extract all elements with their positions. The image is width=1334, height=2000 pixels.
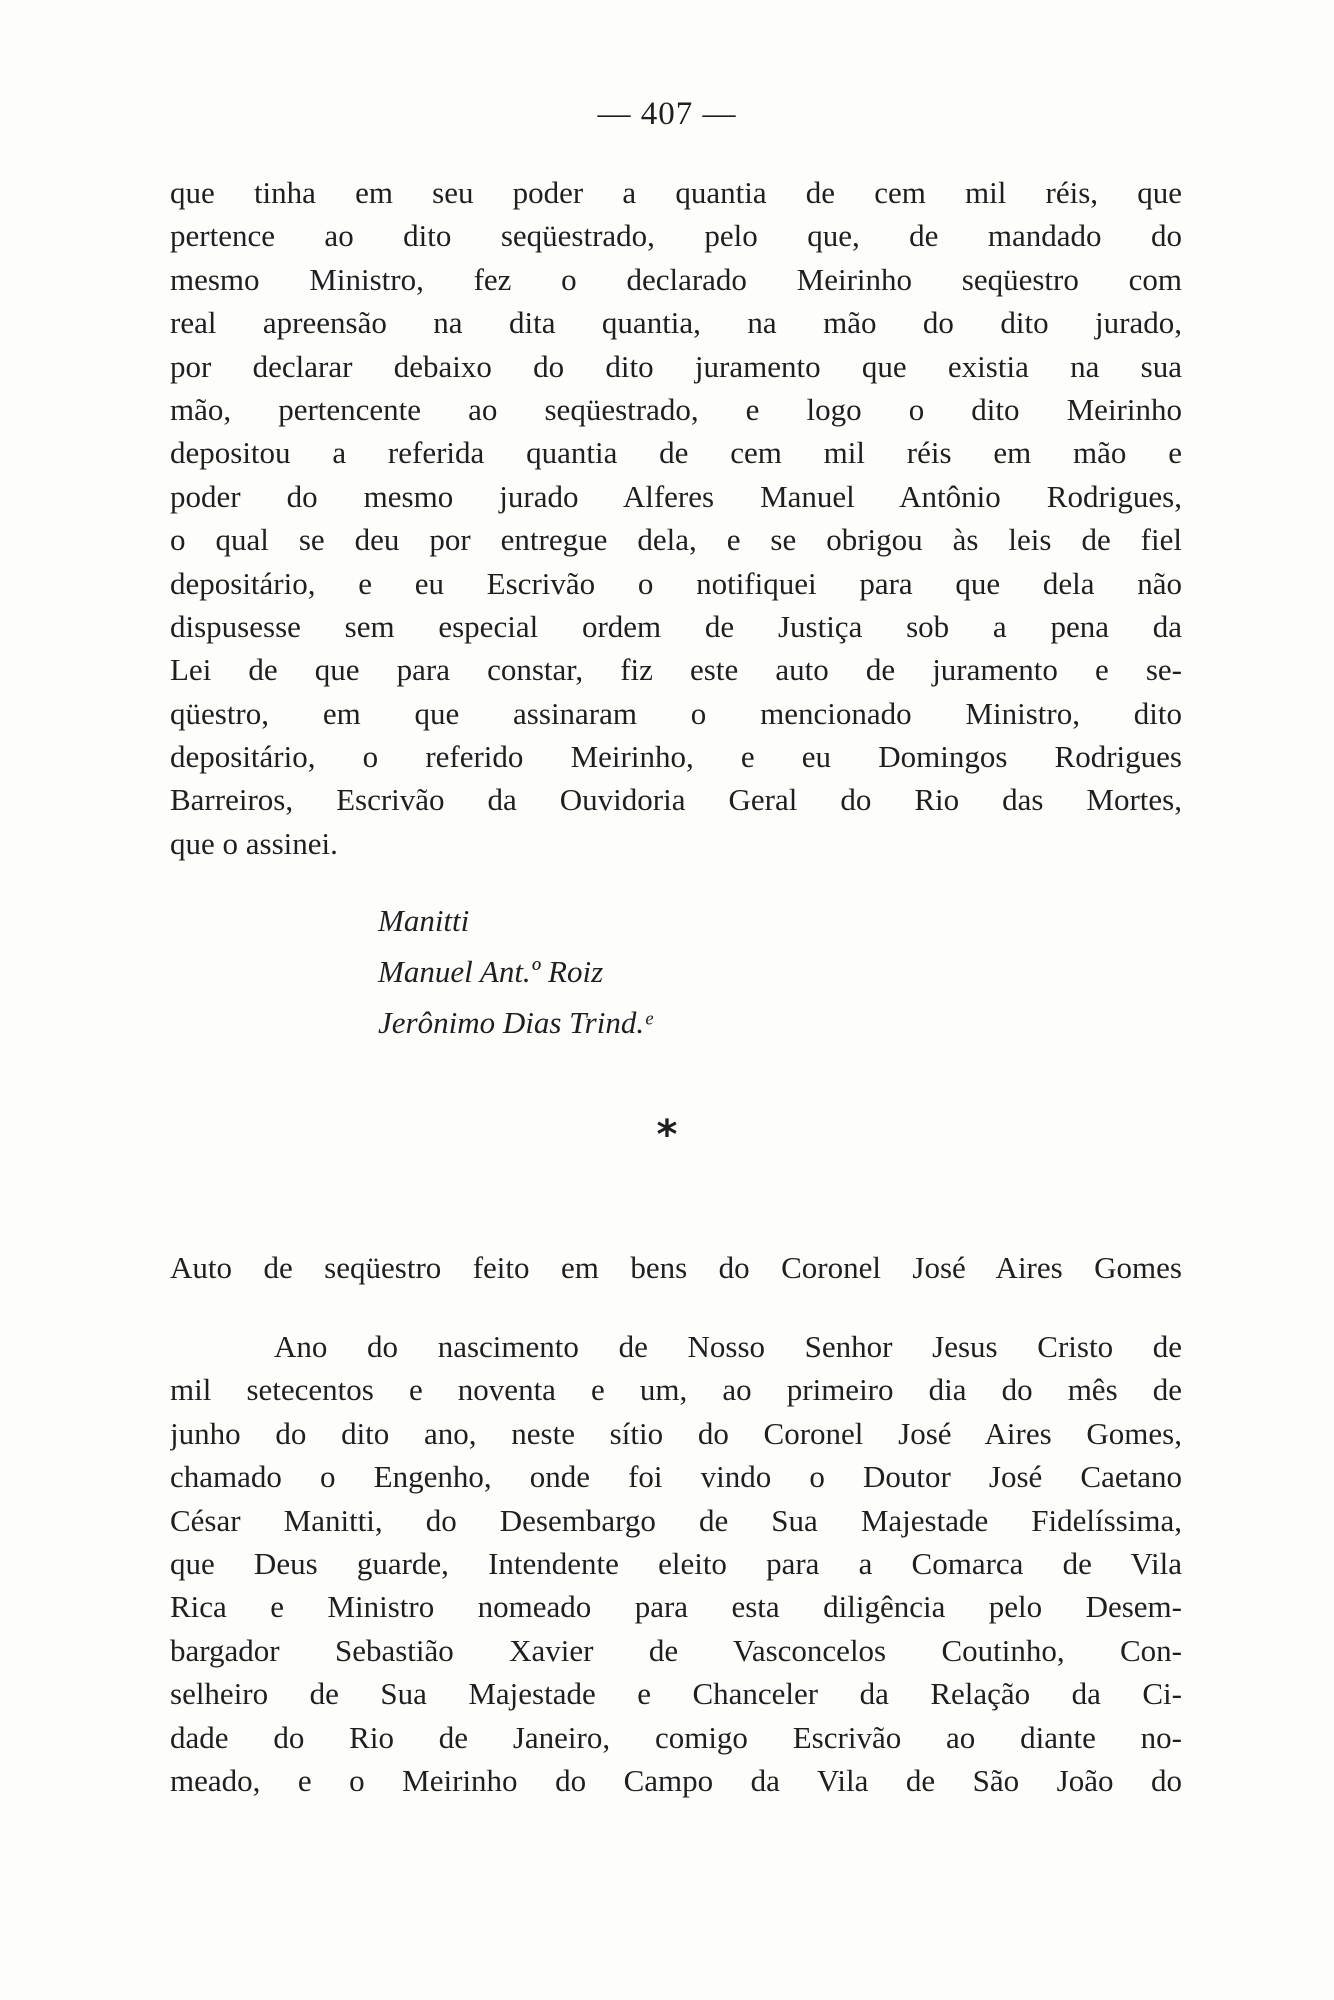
section-heading: Auto de seqüestro feito em bens do Coronel José Aires Gomes [170, 1250, 1182, 1285]
text-line: mão, pertencente ao seqüestrado, e logo o dito Meirinho [170, 391, 1182, 427]
text-line: meado, e o Meirinho do Campo da Vila de São João do [170, 1762, 1182, 1798]
signatures [378, 895, 652, 1048]
text-line: junho do dito ano, neste sítio do Coronel José Aires Gomes, [170, 1415, 1182, 1451]
text-line: que tinha em seu poder a quantia de cem mil réis, que [170, 175, 1182, 210]
signature-name: Jerônimo Dias Trind.ᵉ [378, 1005, 653, 1040]
text-line: qüestro, em que assinaram o mencionado Ministro, dito [170, 695, 1182, 731]
section-separator: * [656, 1112, 678, 1158]
text-line: depositário, e eu Escrivão o notifiquei para que dela não [170, 565, 1182, 601]
text-line: Lei de que para constar, fiz este auto de juramento e se- [170, 652, 1182, 688]
text-line: mesmo Ministro, fez o declarado Meirinho seqüestro com [170, 261, 1182, 297]
text-line: Ano do nascimento de Nosso Senhor Jesus Cristo de [274, 1329, 1182, 1364]
text-line: dade do Rio de Janeiro, comigo Escrivão ao diante no- [170, 1719, 1182, 1755]
text-line: real apreensão na dita quantia, na mão do dito jurado, [170, 305, 1182, 341]
signature-name: Manitti [378, 903, 470, 938]
text-line: que o assinei. [170, 825, 338, 861]
text-line: Rica e Ministro nomeado para esta diligência pelo Desem- [170, 1589, 1182, 1625]
text-line: depositou a referida quantia de cem mil réis em mão e [170, 435, 1182, 471]
text-line: dispusesse sem especial ordem de Justiça sob a pena da [170, 608, 1182, 644]
first-section-text [170, 171, 1182, 865]
text-line: depositário, o referido Meirinho, e eu Domingos Rodrigues [170, 739, 1182, 775]
signature-name: Manuel Ant.º Roiz [378, 954, 604, 989]
text-line: poder do mesmo jurado Alferes Manuel Antônio Rodrigues, [170, 478, 1182, 514]
text-line: pertence ao dito seqüestrado, pelo que, de mandado do [170, 218, 1182, 254]
second-section-text [170, 1325, 1182, 1802]
text-line: o qual se deu por entregue dela, e se obrigou às leis de fiel [170, 522, 1182, 558]
text-line: bargador Sebastião Xavier de Vasconcelos Coutinho, Con- [170, 1632, 1182, 1668]
text-line: por declarar debaixo do dito juramento que existia na sua [170, 348, 1182, 384]
text-line: selheiro de Sua Majestade e Chanceler da Relação da Ci- [170, 1676, 1182, 1712]
text-line: que Deus guarde, Intendente eleito para a Comarca de Vila [170, 1545, 1182, 1581]
page-number: — 407 — [597, 96, 737, 132]
text-line: Barreiros, Escrivão da Ouvidoria Geral do Rio das Mortes, [170, 782, 1182, 818]
text-line: chamado o Engenho, onde foi vindo o Doutor José Caetano [170, 1459, 1182, 1495]
text-line: César Manitti, do Desembargo de Sua Majestade Fidelíssima, [170, 1502, 1182, 1538]
text-line: mil setecentos e noventa e um, ao primeiro dia do mês de [170, 1372, 1182, 1408]
